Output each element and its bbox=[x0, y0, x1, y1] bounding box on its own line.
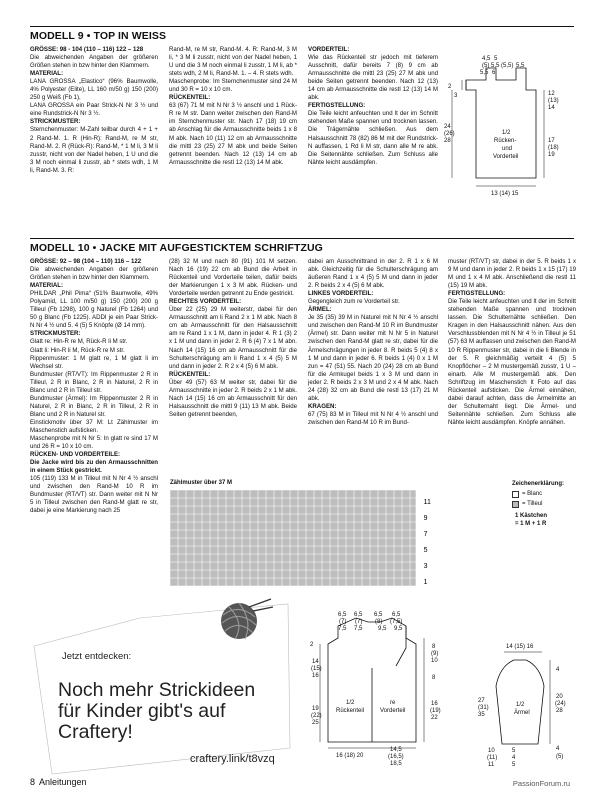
model10-title: MODELL 10 • JACKE MIT AUFGESTICKTEM SCHRIFTZUG bbox=[30, 238, 574, 254]
dim-label: (7) bbox=[339, 619, 347, 625]
page-number: 8 bbox=[30, 777, 36, 787]
section-heading: ÄRMEL: bbox=[308, 306, 332, 314]
dim-label: 14 bbox=[548, 105, 555, 111]
dim-label: 16 bbox=[431, 701, 438, 707]
dim-label: 5 bbox=[512, 762, 516, 768]
dim-label: 6,5 bbox=[354, 612, 363, 618]
dim-label: (16,5) bbox=[388, 754, 404, 760]
section-heading: MATERIAL: bbox=[30, 282, 64, 290]
section-heading: RÜCKENTEIL: bbox=[169, 370, 211, 378]
promo-line-3: Craftery! bbox=[58, 721, 133, 743]
paragraph: Rippenmuster: 1 M glatt re, 1 M glatt li im Wechsel str. bbox=[30, 354, 158, 370]
model10-column-1 bbox=[30, 258, 158, 516]
dim-label: 9,5 bbox=[378, 626, 387, 632]
dim-label: 5 bbox=[512, 748, 516, 754]
model10-sleeve-schematic bbox=[476, 638, 576, 773]
row-number: 9 bbox=[423, 515, 428, 522]
paragraph: Die abweichenden Angaben der größeren Größen stehen in bzw hinter den Klammern. bbox=[30, 266, 158, 282]
legend-tilleul: = Tilleul bbox=[522, 501, 543, 507]
paragraph: 63 (67) 71 M mit N Nr 3 ½ anschl und 1 Rück-R re M str. Dann weiter zwischen den Rand-M im Sternchenmuster str. Nach 17 (18) 19 cm ab Anschlag für die Armausschnitte beids 1 x 8 M abk. Nach 10 (11) 12 cm ab Armausschnitte die mittl 23 (25) 27 M abk und beide Seiten getrennt beenden. Nach 12 (13) 14 cm ab Armausschnitte die restl 12 (13) 14 M abk. bbox=[169, 102, 297, 166]
dim-label: 28 bbox=[444, 138, 451, 144]
section-heading: STRICKMUSTER: bbox=[30, 330, 81, 338]
promo-subtitle: Jetzt entdecken: bbox=[62, 651, 132, 662]
dim-label: 5,5 bbox=[491, 63, 500, 69]
promo-headline bbox=[58, 680, 255, 743]
dim-label: 5,5 bbox=[480, 70, 489, 76]
paragraph: Maschenprobe: Im Sternchenmuster sind 24 M und 30 R = 10 x 10 cm. bbox=[169, 78, 297, 94]
dim-label: (8) bbox=[375, 619, 383, 625]
model10-body-schematic bbox=[306, 608, 466, 773]
dim-label: 13 (14) 15 bbox=[491, 191, 519, 197]
dim-label: 7,5 bbox=[354, 626, 363, 632]
piece-label: Ärmel bbox=[514, 710, 530, 716]
dim-label: (31) bbox=[478, 705, 489, 711]
section-heading: FERTIGSTELLUNG: bbox=[448, 290, 506, 298]
model9-column-3 bbox=[308, 46, 438, 167]
dim-label: (5) bbox=[482, 63, 490, 69]
dim-label: 4 bbox=[556, 746, 560, 752]
paragraph: Glatt re: Hin-R re M, Rück-R li M str. bbox=[30, 338, 128, 346]
dim-label: (24) bbox=[555, 701, 566, 707]
dim-label: 9,5 bbox=[394, 626, 403, 632]
section-label: Anleitungen bbox=[39, 777, 87, 787]
dim-label: (7,5) bbox=[390, 619, 403, 625]
paragraph: dabei am Ausschnittrand in der 2. R 1 x 6 M abk. Gleichzeitig für die Schulterschrägung am äußeren Rand 1 x 4 (5) 5 M und dann in jeder 2. R beids 2 x 4 (5) 6 M abk. bbox=[308, 258, 438, 290]
paragraph: Maschenprobe mit N Nr 5: In glatt re sind 17 M und 26 R = 10 x 10 cm. bbox=[30, 435, 158, 451]
yarn-ball-icon bbox=[215, 597, 275, 642]
dim-label: (9) bbox=[431, 651, 439, 657]
dim-label: 6 bbox=[492, 70, 496, 76]
dim-label: (15) bbox=[311, 666, 322, 672]
section-heading: RECHTES VORDERTEIL: bbox=[169, 298, 242, 306]
dim-label: 14,5 bbox=[390, 747, 402, 753]
section-heading: FERTIGSTELLUNG: bbox=[308, 102, 366, 110]
paragraph: Über 49 (57) 63 M weiter str, dabei für die Armausschnitte in jeder 2. R beids 2 x 1 M abk. Nach 14 (15) 16 cm ab Armausschnitt für den Halsausschnitt die mittl 9 (11) 13 M abk. Beide Seiten getrennt beenden, bbox=[169, 378, 297, 418]
legend-blanc: = Blanc bbox=[522, 491, 543, 497]
legend-box-2: = 1 M + 1 R bbox=[515, 521, 547, 527]
section-heading: KRAGEN: bbox=[308, 402, 337, 410]
section-heading: MATERIAL: bbox=[30, 70, 64, 78]
dim-label: 11 bbox=[488, 762, 495, 768]
section-heading: Die Jacke wird bis zu den Armausschnitten in einem Stück gestrickt. bbox=[30, 459, 158, 475]
piece-label: Vorderteil bbox=[493, 154, 519, 160]
dim-label: 4 bbox=[512, 755, 516, 761]
section-heading: GRÖSSE: 98 - 104 (110 – 116) 122 – 128 bbox=[30, 46, 144, 53]
dim-label: 24 bbox=[444, 124, 451, 130]
paragraph: 105 (119) 133 M in Tilleul mit N Nr 4 ½ anschl und zwischen den Rand-M 10 R im Bundmuster (RT/VT) str. Dann weiter mit N Nr 5 in Tilleul zwischen den Rand-M glatt re str, dabei je eine Markierung nach 25 bbox=[30, 475, 158, 515]
legend-box-1: 1 Kästchen bbox=[515, 513, 548, 519]
promo-line-1: Noch mehr Strickideen bbox=[58, 679, 256, 701]
dim-label: 16 bbox=[312, 673, 319, 679]
dim-label: 3 bbox=[454, 93, 458, 99]
paragraph: Die Teile leicht anfeuchten und lt der im Schnitt stehenden Maße spannen und trocknen lassen. Die Schulternähte schließen. Den Kragen in den Halsausschnitt nähen. Aus den Verschlussblenden mit N Nr 4 ½ in Tilleul je 51 (57) 63 M auffassen und zwischen den Rand-M 10 R Rippenmuster str, dabei in die li Blende in der 5. R gleichmäßig verteilt 4 (5) 5 Knopflöcher – 2 M mustergemäß zusstr, 1 U – einarb. Alle M mustergemäß abk. Den Schriftzug im Maschenstich lt Foto auf das Rückenteil aufsticken. Die Ärmel einnähen, dabei darauf achten, dass die Ärmelmitte an der Schulternaht liegt. Die Ärmel- und Seitennähte schließen. Zum Schluss alle Nähte leicht ausdämpfen. Knöpfe annähen. bbox=[448, 298, 576, 426]
piece-label: Rückenteil bbox=[336, 708, 365, 714]
legend-swatch-blanc bbox=[512, 491, 519, 498]
paragraph: Rand-M, re M str, Rand-M. 4. R: Rand-M, 3 M li, * 3 M li zusstr, nicht von der Nadel heben, 1 U und die 3 M noch einmal li zusstr, 1 M li, ab * stets wdh, 2 M li, Rand-M. 1. – 4. R stets wdh. bbox=[169, 46, 297, 78]
piece-label: 1/2 bbox=[502, 130, 511, 136]
row-number: 5 bbox=[423, 547, 428, 554]
paragraph: Sternchenmuster: M-Zahl teilbar durch 4 + 1 + 2 Rand-M. 1. R (Hin-R): Rand-M, re M str, Rand-M. 2. R (Rück-R): Rand-M, * 1 M li, 3 M li zusstr, nicht von der Nadel heben, 1 U und die 3 M noch einmal li zusstr, ab * stets wdh, 1 M li, Rand-M. 3. R: bbox=[30, 126, 158, 174]
dim-label: 14 (15) 16 bbox=[506, 644, 534, 650]
piece-label: re bbox=[390, 700, 396, 706]
dim-label: 5 bbox=[494, 56, 498, 62]
dim-label: 17 bbox=[548, 138, 555, 144]
dim-label: 6,5 bbox=[374, 612, 383, 618]
paragraph: Die Teile leicht anfeuchten und lt der im Schnitt stehenden Maße spannen und trocknen lassen. Die Trägernähte schließen. Aus dem Halsausschnitt 78 (82) 86 M mit der Rundstrick-N auffassen, 1 Rd li M str, dann alle M re abk. Die Seitennähte schließen. Zum Schluss alle Nähte leicht ausdämpfen. bbox=[308, 110, 438, 166]
dim-label: 2 bbox=[448, 84, 452, 90]
model10-column-4 bbox=[448, 258, 576, 427]
paragraph: Wie das Rückenteil str jedoch mit tieferem Ausschnitt, dafür bereits 7 (8) 9 cm ab Armausschnitte die mittl 23 (25) 27 M abk und beide Seiten getrennt beenden. Nach 12 (13) 14 cm ab Armausschnitte die restl 12 (13) 14 M abk. bbox=[308, 54, 438, 102]
section-heading: GRÖSSE: 92 – 98 (104 – 110) 116 – 122 bbox=[30, 258, 142, 265]
dim-label: (5) bbox=[556, 754, 564, 760]
paragraph: 67 (75) 83 M in Tilleul mit N Nr 4 ½ anschl und zwischen den Rand-M 10 R im Bund- bbox=[308, 410, 438, 426]
page-footer bbox=[30, 777, 87, 787]
paragraph: (28) 32 M und nach 80 (91) 101 M setzen. Nach 16 (19) 22 cm ab Bund die Arbeit in Rückenteil und Vorderteile teilen, dafür beids der Markierungen 1 x 3 M abk. Rücken- und Vorderteile werden getrennt zu Ende gestrickt. bbox=[169, 258, 297, 298]
section-heading: LINKES VORDERTEIL: bbox=[308, 290, 374, 298]
dim-label: 12 bbox=[548, 91, 555, 97]
piece-label: und bbox=[502, 146, 513, 152]
dim-label: 8 bbox=[432, 644, 436, 650]
paragraph: Über 22 (25) 29 M weiterstr, dabei für den Armausschnitt am li Rand 2 x 1 M abk. Nach 8 cm ab Armausschnitt für den Halsausschnitt am re Rand 1 x 1 M, dann in jeder 4. R 1 (3) 2 x 1 M und dann in jeder 2. R 6 (4) 7 x 1 M abn. Nach 14 (15) 16 cm ab Armausschnitt für die Schulterschrägung am li Rand 1 x 4 (5) 5 M und dann in jeder 2. R 2 x 4 (5) 6 M abk. bbox=[169, 306, 297, 370]
promo-link[interactable]: craftery.link/t8vzq bbox=[190, 753, 275, 765]
dim-label: 10 bbox=[431, 658, 438, 664]
legend-swatch-tilleul bbox=[512, 501, 519, 508]
chart-title: Zählmuster über 37 M bbox=[170, 480, 233, 486]
paragraph: muster (RT/VT) str, dabei in der 5. R beids 1 x 9 M und dann in jeder 2. R beids 1 x 15 (17) 19 M und 1 x 4 M abk. Anschließend die restl 11 (15) 19 M abk. bbox=[448, 258, 576, 290]
paragraph: Gegengleich zum re Vorderteil str. bbox=[308, 298, 400, 306]
watermark: PassionForum.ru bbox=[512, 779, 570, 788]
dim-label: (22) bbox=[311, 713, 322, 719]
paragraph: Einstickmotiv über 37 M: Lt Zählmuster im Maschenstich aufsticken. bbox=[30, 418, 158, 434]
dim-label: 19 bbox=[312, 706, 319, 712]
row-number: 1 bbox=[423, 579, 428, 586]
dim-label: 14 bbox=[312, 659, 319, 665]
piece-label: Rücken- bbox=[494, 138, 517, 144]
model10-column-2 bbox=[169, 258, 297, 419]
dim-label: 20 bbox=[556, 694, 563, 700]
promo-line-2: für Kinder gibt's auf bbox=[58, 700, 226, 722]
dim-label: (7) bbox=[355, 619, 363, 625]
counting-chart bbox=[170, 490, 490, 590]
section-heading: STRICKMUSTER: bbox=[30, 118, 81, 126]
model9-column-1 bbox=[30, 46, 158, 175]
dim-label: (11) bbox=[487, 755, 498, 761]
paragraph: Die abweichenden Angaben der größeren Größen stehen in bzw hinter den Klammern. bbox=[30, 54, 158, 70]
model9-title: MODELL 9 • TOP IN WEISS bbox=[30, 26, 574, 42]
row-number: 11 bbox=[423, 499, 431, 506]
paragraph: Bundmuster (RT/VT): Im Rippenmuster 2 R in Tilleul, 2 R in Blanc, 2 R in Naturel, 2 R in Blanc und 2 R in Tilleul str. bbox=[30, 370, 158, 394]
dim-label: (18) bbox=[548, 145, 559, 151]
dim-label: 22 bbox=[431, 715, 438, 721]
row-number: 7 bbox=[423, 531, 428, 538]
dim-label: 6,5 bbox=[338, 612, 347, 618]
model9-schematic bbox=[444, 50, 579, 200]
dim-label: (13) bbox=[548, 98, 559, 104]
paragraph: Je 35 (35) 39 M in Naturel mit N Nr 4 ½ anschl und zwischen den Rand-M 10 R im Bundmuster (Ärmel) str. Dann weiter mit N Nr 5 in Naturel zwischen den Rand-M glatt re str, dabei für die Ärmelschrägungen in jeder 8. R beids 5 (4) 8 x 1 M und dann in jeder 6. R beids 1 (4) 0 x 1 M zun = 47 (51) 55. Nach 20 (24) 28 cm ab Bund für die Armkugel beids 1 x 3 M und dann in jeder 2. R beids 2 x 3 M und 2 x 4 M abk. Nach 24 (28) 32 cm ab Bund die restl 13 (17) 21 M abk. bbox=[308, 314, 438, 402]
section-heading: RÜCKEN- UND VORDERTEILE: bbox=[30, 451, 121, 459]
piece-label: Vorderteil bbox=[380, 708, 406, 714]
dim-label: 2 bbox=[310, 642, 314, 648]
dim-label: 27 bbox=[478, 698, 485, 704]
legend-title: Zeichenerklärung: bbox=[512, 481, 565, 487]
paragraph: LANA GROSSA ein Paar Strick-N Nr 3 ½ und eine Rundstrick-N Nr 3 ½. bbox=[30, 102, 158, 118]
dim-label: 10 bbox=[488, 748, 495, 754]
dim-label: 25 bbox=[312, 720, 319, 726]
dim-label: 6,5 bbox=[392, 612, 401, 618]
dim-label: 19 bbox=[548, 152, 555, 158]
dim-label: 7,5 bbox=[338, 626, 347, 632]
row-number: 3 bbox=[423, 563, 428, 570]
section-heading: RÜCKENTEIL: bbox=[169, 94, 211, 102]
piece-label: 1/2 bbox=[346, 700, 355, 706]
section-heading: VORDERTEIL: bbox=[308, 46, 350, 53]
paragraph: Glatt li: Hin-R li M, Rück-R re M str. bbox=[30, 346, 125, 354]
dim-label: 16 (18) 20 bbox=[336, 753, 364, 759]
model10-column-3 bbox=[308, 258, 438, 427]
dim-label: 35 bbox=[478, 712, 485, 718]
dim-label: 8 bbox=[432, 675, 436, 681]
paragraph: LANA GROSSA „Elastico“ (96% Baumwolle, 4% Polyester (Elite), LL 160 m/50 g) 150 (200) 250 g Weiß (Fb 1), bbox=[30, 78, 158, 102]
paragraph: Bundmuster (Ärmel): Im Rippenmuster 2 R in Naturel, 2 R in Blanc, 2 R in Tilleul, 2 R in Blanc und 2 R in Naturel str. bbox=[30, 394, 158, 418]
dim-label: (19) bbox=[430, 708, 441, 714]
dim-label: (5,5) bbox=[501, 63, 514, 69]
dim-label: 5,5 bbox=[516, 63, 525, 69]
dim-label: (26) bbox=[444, 131, 455, 137]
dim-label: 18,5 bbox=[390, 761, 402, 767]
dim-label: 28 bbox=[556, 708, 563, 714]
model9-column-2 bbox=[169, 46, 297, 167]
dim-label: 4,5 bbox=[482, 56, 491, 62]
dim-label: 4 bbox=[556, 667, 560, 673]
paragraph: PHILDAR „Phil Pima“ (51% Baumwolle, 49% Polyamid, LL 100 m/50 g) 150 (200) 200 g Tilleul (Fb 1298), 100 g Naturel (Fb 1264) und 50 g Blanc (Fb 1225). ADDI je ein Paar Strick-N Nr 4 ½ und 5. 4 (5) 5 Knöpfe (Ø 14 mm). bbox=[30, 290, 158, 330]
piece-label: 1/2 bbox=[516, 702, 525, 708]
